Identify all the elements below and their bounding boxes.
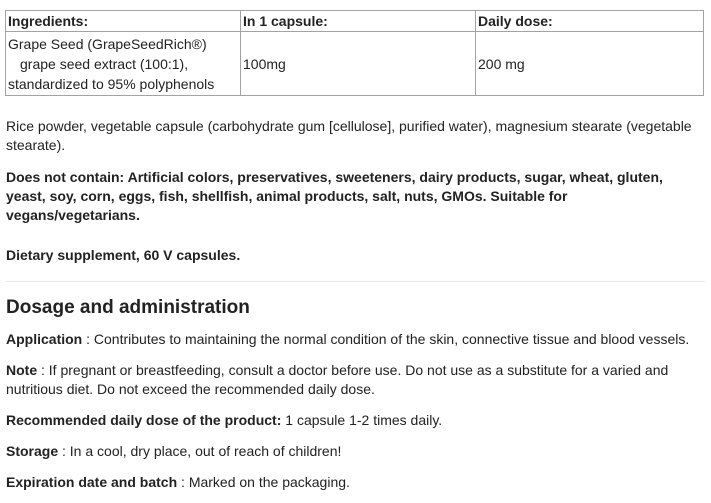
section-divider (6, 281, 705, 282)
ingredient-name: Grape Seed (GrapeSeedRich®) (8, 35, 207, 52)
storage-detail (6, 442, 701, 461)
does-not-contain-text: Does not contain: Artificial colors, preservatives, sweeteners, dairy products, sugar, wheat, gluten, yeast, soy, corn, eggs, fish, shellfish, animal products, salt, nuts, GMOs. Suitable for vegans/vegetarians. (6, 169, 663, 223)
note-separator: : (37, 362, 49, 378)
application-label: Application (6, 331, 83, 347)
expiration-detail (6, 473, 701, 492)
expiration-label: Expiration date and batch (6, 474, 178, 490)
recommended-dose-text: 1 capsule 1-2 times daily. (285, 412, 443, 428)
header-ingredients: Ingredients: (6, 11, 241, 32)
daily-dose-cell: 200 mg (476, 32, 704, 96)
ingredient-extract: grape seed extract (100:1), (20, 55, 189, 72)
recommended-dose-detail (6, 411, 701, 430)
note-detail (6, 361, 701, 399)
header-per-capsule: In 1 capsule: (241, 11, 476, 32)
supplement-line: Dietary supplement, 60 V capsules. (6, 247, 241, 263)
storage-separator: : (58, 443, 70, 459)
note-text: If pregnant or breastfeeding, consult a doctor before use. Do not use as a substitute for a varied and nutritious diet. Do not exceed the recommended daily dose. (6, 362, 669, 397)
ingredient-standardization: standardized to 95% polyphenols (8, 75, 215, 92)
storage-text: In a cool, dry place, out of reach of children! (69, 443, 342, 459)
header-daily-dose: Daily dose: (476, 11, 704, 32)
ingredient-cell (6, 32, 241, 96)
ingredients-table (5, 10, 704, 96)
expiration-text: Marked on the packaging. (188, 474, 350, 490)
storage-label: Storage (6, 443, 59, 459)
section-heading: Dosage and administration (6, 297, 250, 318)
application-text: Contributes to maintaining the normal condition of the skin, connective tissue and blood vessels. (93, 331, 690, 347)
note-label: Note (6, 362, 38, 378)
expiration-separator: : (177, 474, 189, 490)
per-capsule-cell: 100mg (241, 32, 476, 96)
table-row (6, 32, 704, 96)
other-ingredients-text: Rice powder, vegetable capsule (carbohydrate gum [cellulose], purified water), magnesium stearate (vegetable stearate). (6, 118, 692, 153)
recommended-dose-label: Recommended daily dose of the product: (6, 412, 282, 428)
application-separator: : (82, 331, 94, 347)
application-detail (6, 330, 701, 349)
table-header-row (6, 11, 704, 32)
